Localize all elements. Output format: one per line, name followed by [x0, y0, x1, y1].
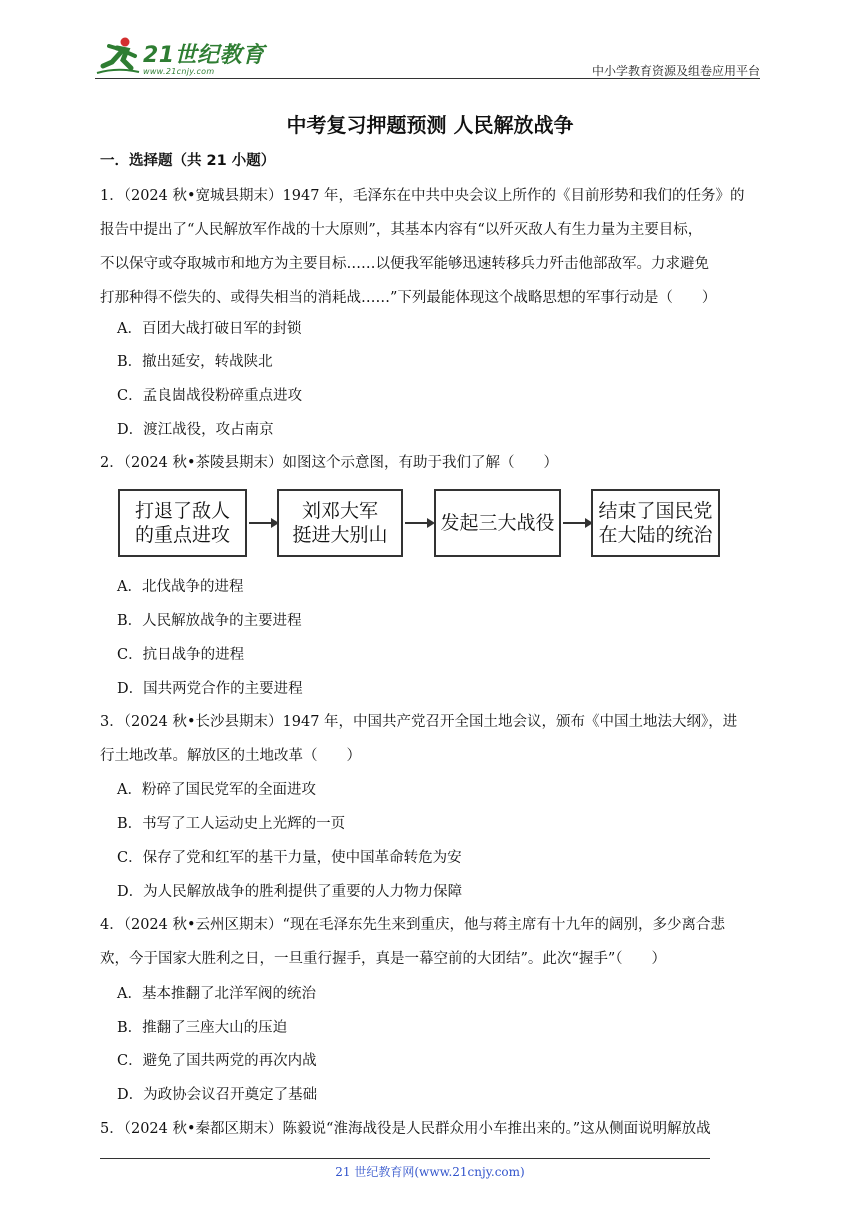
question-1-option-c[interactable]: C．孟良崮战役粉碎重点进攻: [117, 388, 303, 404]
diagram-step-1: 打退了敌人 的重点进攻: [118, 489, 247, 557]
diagram-step-3: 发起三大战役: [434, 489, 561, 557]
question-3-stem: [100, 705, 765, 773]
question-3-line: 3．（2024 秋•长沙县期末）1947 年，中国共产党召开全国土地会议，颁布《中国土地法大纲》，进: [100, 714, 738, 730]
question-5-line: 5．（2024 秋•秦都区期末）陈毅说“淮海战役是人民群众用小车推出来的。”这从侧面说明解放战: [100, 1121, 711, 1137]
question-4-line: 欢，今于国家大胜利之日，一旦重行握手，真是一幕空前的大团结”。此次“握手”（ ）: [100, 951, 666, 967]
footer-divider: [100, 1158, 710, 1159]
diagram-step-2: 刘邓大军 挺进大别山: [277, 489, 403, 557]
site-logo[interactable]: [95, 36, 265, 76]
question-1-line: 打那种得不偿失的、或得失相当的消耗战……”下列最能体现这个战略思想的军事行动是（ ）: [100, 290, 717, 306]
question-4-stem: [100, 908, 765, 976]
question-4-option-d[interactable]: D．为政协会议召开奠定了基础: [117, 1087, 318, 1103]
page-header: [95, 30, 760, 80]
platform-name: 中小学教育资源及组卷应用平台: [591, 64, 760, 78]
question-3-option-d[interactable]: D．为人民解放战争的胜利提供了重要的人力物力保障: [117, 884, 463, 900]
page-title: 中考复习押题预测 人民解放战争: [286, 113, 574, 137]
footer-link[interactable]: 21 世纪教育网(www.21cnjy.com): [335, 1165, 525, 1179]
question-3-option-c[interactable]: C．保存了党和红军的基干力量，使中国革命转危为安: [117, 850, 462, 866]
section-heading: 一．选择题（共 21 小题）: [100, 153, 276, 169]
question-1-line: 1．（2024 秋•宽城县期末）1947 年，毛泽东在中共中央会议上所作的《目前形势和我们的任务》的: [100, 188, 745, 204]
diagram-step-4: 结束了国民党 在大陆的统治: [591, 489, 720, 557]
question-5-stem: [100, 1112, 765, 1146]
question-4-option-a[interactable]: A．基本推翻了北洋军阀的统治: [117, 986, 316, 1002]
question-1-option-a[interactable]: A．百团大战打破日军的封锁: [117, 321, 302, 337]
question-1-option-d[interactable]: D．渡江战役，攻占南京: [117, 422, 274, 438]
arrow-right-icon: [405, 517, 435, 529]
question-1-line: 报告中提出了“人民解放军作战的十大原则”，其基本内容有“以歼灭敌人有生力量为主要目标，: [100, 222, 703, 238]
question-3-line: 行土地改革。解放区的土地改革（ ）: [100, 748, 361, 764]
question-1-line: 不以保守或夺取城市和地方为主要目标……以便我军能够迅速转移兵力歼击他部敌军。力求避免: [100, 256, 709, 272]
question-1-stem: [100, 179, 765, 315]
question-2-stem: [100, 446, 765, 480]
question-2-option-b[interactable]: B．人民解放战争的主要进程: [117, 613, 302, 629]
question-3-option-a[interactable]: A．粉碎了国民党军的全面进攻: [117, 782, 316, 798]
logo-sub-text: www.21cnjy.com: [143, 67, 215, 76]
arrow-right-icon: [249, 517, 279, 529]
question-3-option-b[interactable]: B．书写了工人运动史上光辉的一页: [117, 816, 346, 832]
runner-logo-icon: [95, 36, 141, 76]
header-divider: [95, 78, 760, 79]
arrow-right-icon: [563, 517, 593, 529]
question-4-option-b[interactable]: B．推翻了三座大山的压迫: [117, 1020, 288, 1036]
question-1-option-b[interactable]: B．撤出延安，转战陕北: [117, 354, 273, 370]
process-diagram: [118, 489, 720, 561]
question-2-option-d[interactable]: D．国共两党合作的主要进程: [117, 681, 303, 697]
question-4-option-c[interactable]: C．避免了国共两党的再次内战: [117, 1053, 317, 1069]
question-2-option-c[interactable]: C．抗日战争的进程: [117, 647, 245, 663]
question-2-line: 2．（2024 秋•茶陵县期末）如图这个示意图，有助于我们了解（ ）: [100, 455, 559, 471]
logo-main-text: 21世纪教育: [143, 43, 265, 68]
question-4-line: 4．（2024 秋•云州区期末）“现在毛泽东先生来到重庆，他与蒋主席有十九年的阔别，多少离合悲: [100, 917, 725, 933]
question-2-option-a[interactable]: A．北伐战争的进程: [117, 579, 244, 595]
